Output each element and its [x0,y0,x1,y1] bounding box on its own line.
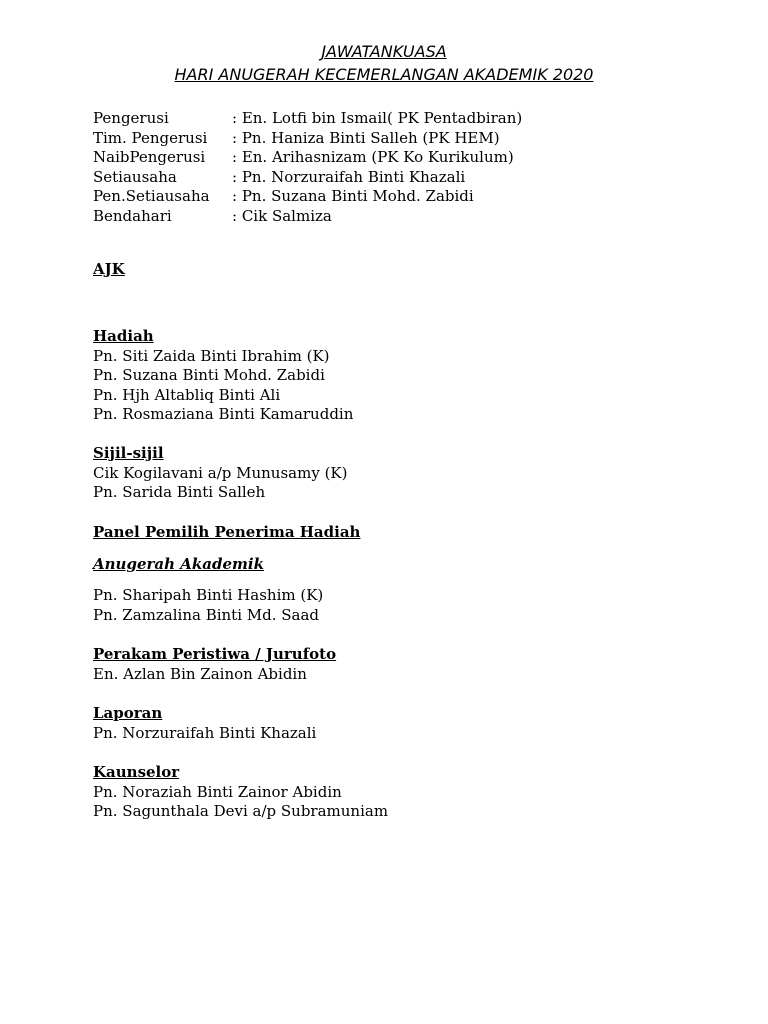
ajk-heading: AJK [93,260,125,278]
hadiah-member: Pn. Rosmaziana Binti Kamaruddin [93,405,354,424]
officer-row-setiausaha [93,168,522,188]
panel-heading: Panel Pemilih Penerima Hadiah [93,523,361,541]
officer-role: Pengerusi [93,109,169,127]
officer-role: Setiausaha [93,167,177,186]
panel-member: Pn. Sharipah Binti Hashim (K) [93,586,324,604]
officer-name: : Pn. Norzuraifah Binti Khazali [232,167,466,186]
laporan-section [93,704,316,743]
kaunselor-member: Pn. Noraziah Binti Zainor Abidin [93,782,342,801]
hadiah-heading: Hadiah [93,327,154,345]
sijil-member: Cik Kogilavani a/p Munusamy (K) [93,463,348,482]
perakam-section [93,645,336,684]
officer-name: : En. Arihasnizam (PK Ko Kurikulum) [232,148,514,167]
perakam-member: En. Azlan Bin Zainon Abidin [93,664,307,683]
officer-role: Pen.Setiausaha [93,187,210,206]
ajk-section [93,260,125,280]
sijil-heading: Sijil-sijil [93,444,164,462]
kaunselor-heading: Kaunselor [93,763,180,781]
panel-subsection [93,555,264,575]
document-title: JAWATANKUASA [321,42,447,61]
panel-section [93,523,360,543]
officer-name: : Pn. Suzana Binti Mohd. Zabidi [232,187,474,206]
officer-row-naib-pengerusi [93,148,522,168]
sijil-member: Pn. Sarida Binti Salleh [93,483,266,502]
officer-row-pen-setiausaha [93,187,522,207]
officer-role: Tim. Pengerusi [93,128,208,147]
officer-row-pengerusi [93,109,522,129]
kaunselor-section [93,763,388,822]
hadiah-member: Pn. Hjh Altabliq Binti Ali [93,385,281,404]
officer-name: : En. Lotfi bin Ismail( PK Pentadbiran) [232,109,523,127]
officer-role: Bendahari [93,206,172,225]
officer-row-bendahari [93,207,522,227]
officer-role: NaibPengerusi [93,148,206,167]
hadiah-section [93,327,353,425]
officer-list [93,109,522,227]
panel-subheading: Anugerah Akademik [93,555,264,573]
sijil-section [93,444,347,503]
panel-member: Pn. Zamzalina Binti Md. Saad [93,605,320,624]
officer-row-timbalan-pengerusi [93,129,522,149]
officer-name: : Pn. Haniza Binti Salleh (PK HEM) [232,128,500,147]
hadiah-member: Pn. Siti Zaida Binti Ibrahim (K) [93,346,330,365]
kaunselor-member: Pn. Sagunthala Devi a/p Subramuniam [93,802,389,821]
laporan-member: Pn. Norzuraifah Binti Khazali [93,723,317,742]
laporan-heading: Laporan [93,704,163,722]
panel-members [93,586,323,625]
document-subtitle: HARI ANUGERAH KECEMERLANGAN AKADEMIK 2020 [174,65,594,84]
hadiah-member: Pn. Suzana Binti Mohd. Zabidi [93,366,325,385]
perakam-heading: Perakam Peristiwa / Jurufoto [93,645,337,663]
officer-name: : Cik Salmiza [232,206,332,225]
